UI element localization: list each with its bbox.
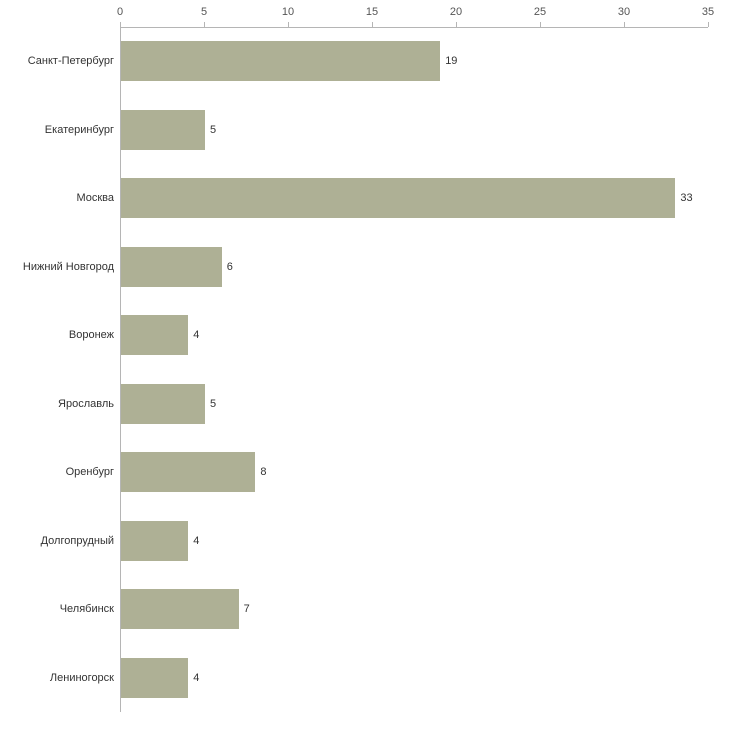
x-axis-tick-label: 5 <box>200 6 208 18</box>
bar-value-label: 8 <box>260 466 267 479</box>
bar-value-label: 33 <box>680 192 693 205</box>
x-axis-tick-label: 30 <box>617 6 631 18</box>
category-label: Челябинск <box>59 603 114 616</box>
bar <box>121 384 205 424</box>
bar <box>121 589 239 629</box>
x-axis-tick <box>372 22 373 27</box>
category-label: Лениногорск <box>49 671 114 684</box>
bar <box>121 41 440 81</box>
category-label: Санкт-Петербург <box>27 55 114 68</box>
x-axis-tick <box>540 22 541 27</box>
bar <box>121 178 675 218</box>
bar <box>121 658 188 698</box>
bar-value-label: 5 <box>210 397 217 410</box>
x-axis-tick-label: 10 <box>281 6 295 18</box>
x-axis-tick <box>708 22 709 27</box>
x-axis-tick-label: 0 <box>116 6 124 18</box>
x-axis-tick <box>624 22 625 27</box>
x-axis-tick-label: 20 <box>449 6 463 18</box>
bar-value-label: 6 <box>226 260 233 273</box>
bar-value-label: 7 <box>243 603 250 616</box>
category-labels <box>0 0 114 730</box>
bar-value-label: 4 <box>193 329 200 342</box>
bar <box>121 521 188 561</box>
category-label: Воронеж <box>68 329 114 342</box>
bar-value-label: 5 <box>210 123 217 136</box>
category-label: Ярославль <box>58 397 114 410</box>
x-axis-tick-label: 35 <box>701 6 715 18</box>
category-label: Долгопрудный <box>40 534 114 547</box>
bar <box>121 315 188 355</box>
bar-value-label: 4 <box>193 671 200 684</box>
x-axis-tick-label: 25 <box>533 6 547 18</box>
category-label: Нижний Новгород <box>22 260 114 273</box>
bar-value-label: 4 <box>193 534 200 547</box>
category-label: Оренбург <box>65 466 114 479</box>
x-axis-tick <box>120 22 121 27</box>
bar-value-label: 19 <box>445 55 458 68</box>
x-axis-tick <box>204 22 205 27</box>
category-label: Москва <box>76 192 114 205</box>
bar <box>121 110 205 150</box>
x-axis-tick <box>456 22 457 27</box>
x-axis-tick-label: 15 <box>365 6 379 18</box>
category-label: Екатеринбург <box>44 123 114 136</box>
x-axis-tick <box>288 22 289 27</box>
bar <box>121 452 255 492</box>
bar <box>121 247 222 287</box>
